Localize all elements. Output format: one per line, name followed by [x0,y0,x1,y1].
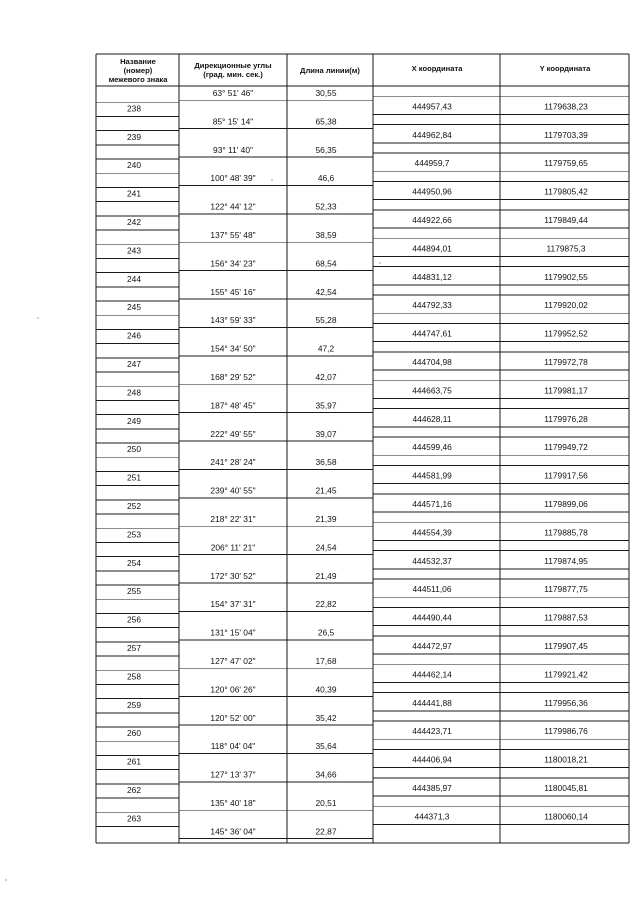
boundary-mark-name-cell: 244 [127,273,141,284]
boundary-mark-name-cell: 243 [127,245,141,256]
y-coordinate-cell: 1179759,65 [544,158,588,169]
y-coordinate-cell: 1179956,36 [544,697,588,708]
x-coordinate-cell: 444441,88 [412,697,452,708]
header-angle-line-1: Дирекционные углы [194,61,272,70]
y-coordinate-cell: 1179875,3 [546,243,586,254]
line-length-cell: 24,54 [315,542,337,553]
y-coordinate-cell: 1179899,06 [544,499,588,509]
boundary-mark-name-cell: 249 [127,415,141,426]
line-length-cell: 21,49 [315,570,337,581]
line-length-cell: 39,07 [315,428,337,439]
direction-angle-cell: 168° 29' 52" [210,372,256,382]
line-length-cell: 46,6 [317,173,335,184]
line-length-cell: 22,82 [315,599,337,610]
x-coordinate-cell: 444792,33 [412,300,452,311]
x-coordinate-cell: 444704,98 [412,357,452,367]
direction-angle-cell: 122° 44' 12" [210,201,256,212]
x-coordinate-cell: 444511,06 [412,584,452,595]
line-length-cell: 52,33 [315,201,337,212]
line-length-cell: 42,54 [315,286,337,297]
boundary-mark-name-cell: 263 [127,813,141,824]
y-coordinate-cell: 1179986,76 [544,726,588,737]
line-length-cell: 38,59 [315,230,337,240]
boundary-mark-name-cell: 240 [127,160,141,171]
y-coordinate-cell: 1180060,14 [544,811,588,822]
x-coordinate-cell: 444950,96 [412,186,452,197]
direction-angle-cell: 154° 37' 31" [210,599,256,610]
x-coordinate-cell: 444406,94 [412,754,452,765]
boundary-mark-name-cell: 248 [127,387,141,398]
y-coordinate-cell: 1179976,28 [544,413,588,424]
boundary-mark-name-cell: 250 [127,444,141,455]
y-coordinate-cell: 1179972,78 [544,357,588,367]
y-coordinate-cell: 1179885,78 [544,527,588,538]
x-coordinate-cell: 444490,44 [412,612,452,623]
header-length: Длина линии(м) [300,66,360,75]
direction-angle-cell: 85° 15' 14" [212,116,254,127]
line-length-cell: 21,39 [315,514,337,524]
direction-angle-cell: 154° 34' 50" [210,343,256,354]
direction-angle-cell: 222° 49' 55" [210,428,256,439]
boundary-mark-name-cell: 246 [127,330,141,341]
x-coordinate-cell: 444831,12 [412,271,452,282]
x-coordinate-cell: 444462,14 [412,669,452,680]
line-length-cell: 34,66 [315,769,337,780]
direction-angle-cell: 100° 48' 39" [210,173,256,184]
x-coordinate-cell: 444385,97 [412,783,452,793]
x-coordinate-cell: 444959,7 [414,158,450,169]
line-length-cell: 30,55 [315,88,337,98]
direction-angle-cell: 241° 28' 24" [210,457,256,468]
boundary-mark-name-cell: 257 [127,643,141,653]
line-length-cell: 20,51 [315,798,337,808]
direction-angle-cell: 63° 51' 46" [212,88,254,98]
direction-angle-cell: 118° 04' 04" [210,741,256,752]
line-length-cell: 36,58 [315,457,337,468]
direction-angle-cell: 218° 22' 31" [210,514,256,524]
x-coordinate-cell: 444663,75 [412,385,452,396]
x-coordinate-cell: 444962,84 [412,129,452,140]
y-coordinate-cell: 1179874,95 [544,555,588,566]
direction-angle-cell: 187° 48' 45" [210,400,256,411]
scan-speck [5,879,6,880]
line-length-cell: 40,39 [315,684,337,695]
direction-angle-cell: 127° 13' 37" [210,769,256,780]
x-coordinate-cell: 444747,61 [412,328,452,339]
boundary-mark-name-cell: 251 [127,472,141,483]
y-coordinate-cell: 1179920,02 [544,300,588,311]
x-coordinate-cell: 444532,37 [412,555,452,566]
direction-angle-cell: 137° 55' 48" [210,230,256,240]
x-coordinate-cell: 444922,66 [412,215,452,225]
header-y-coordinate: Y координата [539,64,591,73]
boundary-mark-name-cell: 255 [127,586,141,597]
scan-speck [271,179,272,180]
line-length-cell: 35,64 [315,741,337,752]
direction-angle-cell: 156° 34' 23" [210,258,256,269]
boundary-mark-name-cell: 262 [127,785,141,795]
header-name-line-2: (номер) [123,66,153,75]
direction-angle-cell: 120° 52' 00" [210,712,256,723]
x-coordinate-cell: 444371,3 [414,811,450,822]
direction-angle-cell: 155° 45' 16" [210,286,256,297]
x-coordinate-cell: 444957,43 [412,101,452,112]
y-coordinate-cell: 1179907,45 [544,641,588,651]
line-length-cell: 21,45 [315,485,337,496]
boundary-mark-name-cell: 258 [127,671,141,682]
boundary-mark-name-cell: 239 [127,131,141,142]
boundary-mark-name-cell: 253 [127,529,141,540]
boundary-mark-name-cell: 261 [127,756,141,767]
x-coordinate-cell: 444599,46 [412,442,452,453]
line-length-cell: 26,5 [317,627,335,638]
line-length-cell: 35,42 [315,712,337,723]
scan-speck [37,317,38,318]
y-coordinate-cell: 1179921,42 [544,669,588,680]
direction-angle-cell: 131° 15' 04" [210,627,256,638]
line-length-cell: 56,35 [315,144,337,155]
line-length-cell: 35,97 [315,400,337,411]
boundary-mark-name-cell: 254 [127,557,141,568]
boundary-mark-name-cell: 256 [127,614,141,625]
line-length-cell: 68,54 [315,258,337,269]
header-name-line-3: межевого знака [108,75,168,84]
boundary-mark-name-cell: 242 [127,217,141,227]
scan-speck [379,262,380,263]
y-coordinate-cell: 1179981,17 [544,385,588,396]
direction-angle-cell: 93° 11' 40" [213,144,253,155]
header-angle-line-2: (град. мин. сек.) [203,70,263,79]
y-coordinate-cell: 1179703,39 [544,129,588,140]
line-length-cell: 47,2 [317,343,335,354]
x-coordinate-cell: 444581,99 [412,470,452,481]
direction-angle-cell: 143° 59' 33" [210,315,256,326]
boundary-mark-name-cell: 238 [127,103,141,114]
boundary-mark-name-cell: 247 [127,359,141,369]
direction-angle-cell: 120° 06' 26" [210,684,256,695]
y-coordinate-cell: 1179887,53 [544,612,588,623]
direction-angle-cell: 172° 30' 52" [210,570,256,581]
y-coordinate-cell: 1179805,42 [544,186,588,197]
boundary-mark-name-cell: 260 [127,728,141,739]
y-coordinate-cell: 1180018,21 [544,754,588,765]
header-x-coordinate: X координата [411,64,463,73]
boundary-mark-name-cell: 259 [127,699,141,710]
x-coordinate-cell: 444571,16 [412,499,452,509]
line-length-cell: 42,07 [315,372,337,382]
y-coordinate-cell: 1179917,56 [544,470,588,481]
boundary-mark-name-cell: 245 [127,302,141,313]
x-coordinate-cell: 444472,97 [412,641,452,651]
x-coordinate-cell: 444894,01 [412,243,452,254]
header-name-line-1: Название [120,57,156,66]
boundary-mark-name-cell: 252 [127,501,141,511]
line-length-cell: 65,38 [315,116,337,127]
x-coordinate-cell: 444628,11 [412,413,452,424]
y-coordinate-cell: 1179877,75 [544,584,588,595]
direction-angle-cell: 135° 40' 18" [210,798,256,808]
line-length-cell: 17,68 [315,656,337,666]
y-coordinate-cell: 1179638,23 [544,101,588,112]
direction-angle-cell: 239° 40' 55" [210,485,256,496]
y-coordinate-cell: 1179949,72 [544,442,588,453]
line-length-cell: 55,28 [315,315,337,326]
line-length-cell: 22,87 [315,826,337,837]
y-coordinate-cell: 1179902,55 [544,271,588,282]
direction-angle-cell: 145° 36' 04" [210,826,256,837]
direction-angle-cell: 206° 11' 21" [210,542,256,553]
direction-angle-cell: 127° 47' 02" [210,656,256,666]
y-coordinate-cell: 1179952,52 [544,328,588,339]
boundary-mark-name-cell: 241 [127,188,141,199]
x-coordinate-cell: 444554,39 [412,527,452,538]
y-coordinate-cell: 1180045,81 [544,783,588,793]
x-coordinate-cell: 444423,71 [412,726,452,737]
y-coordinate-cell: 1179849,44 [544,215,588,225]
